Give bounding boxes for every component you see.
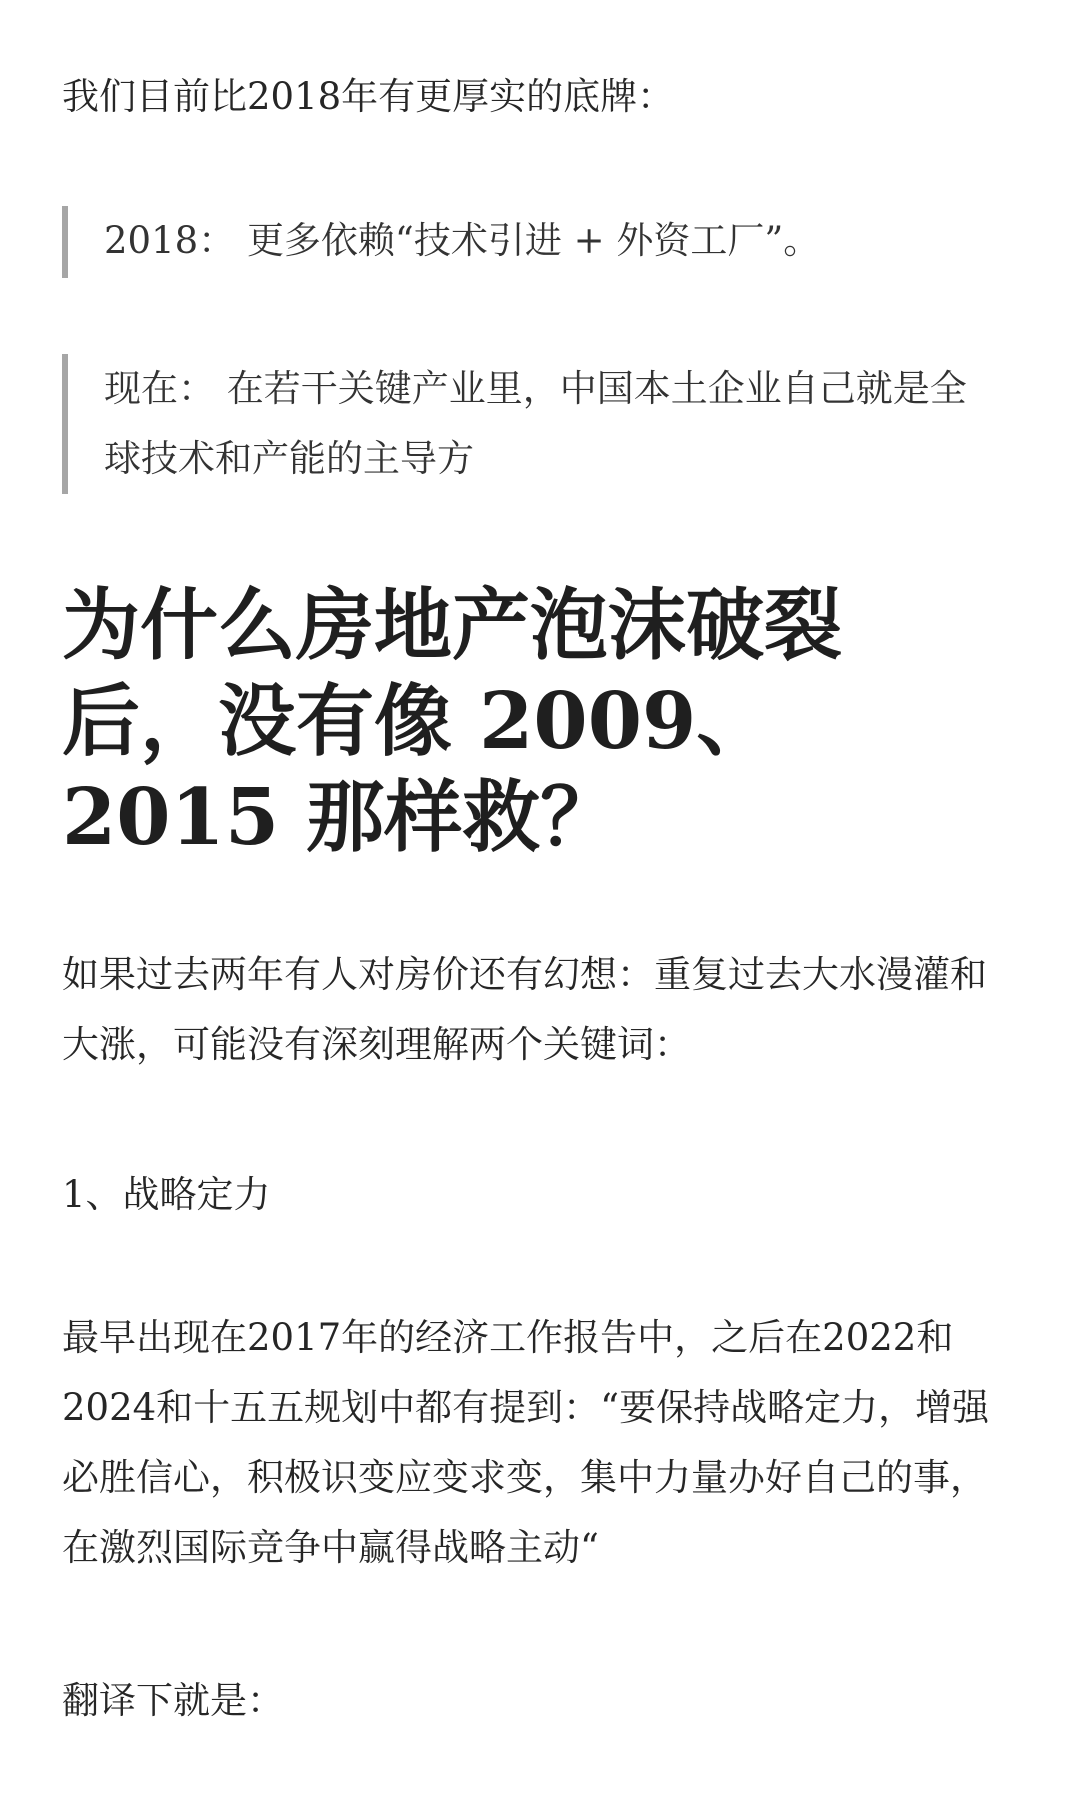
blockquote-now	[62, 354, 1022, 494]
paragraph-keywords: 如果过去两年有人对房价还有幻想：重复过去大水漫灌和大涨，可能没有深刻理解两个关键词：	[62, 953, 987, 1066]
quote-2018-body: 更多依赖“技术引进 + 外资工厂”。	[246, 219, 821, 262]
list-item-strategic-focus: 1、战略定力	[62, 1173, 271, 1216]
paragraph-strategy: 最早出现在2017年的经济工作报告中，之后在2022和2024和十五五规划中都有提到：“要保持战略定力，增强必胜信心，积极识变应变求变，集中力量办好自己的事，在激烈国际竞争中赢得战略主动“	[62, 1316, 990, 1569]
quote-2018-text	[104, 206, 1022, 276]
blockquote-2018	[62, 206, 1022, 278]
paragraph-translation: 翻译下就是：	[62, 1679, 284, 1722]
intro-paragraph: 我们目前比2018年有更厚实的底牌：	[62, 75, 675, 118]
quote-now-body: 在若干关键产业里，中国本土企业自己就是全球技术和产能的主导方	[104, 367, 967, 480]
quote-2018-label: 2018：	[104, 219, 236, 262]
quote-now-label: 现在：	[104, 367, 215, 410]
quote-now-text	[104, 354, 984, 494]
section-heading: 为什么房地产泡沫破裂后，没有像 2009、2015 那样救？	[62, 580, 843, 863]
